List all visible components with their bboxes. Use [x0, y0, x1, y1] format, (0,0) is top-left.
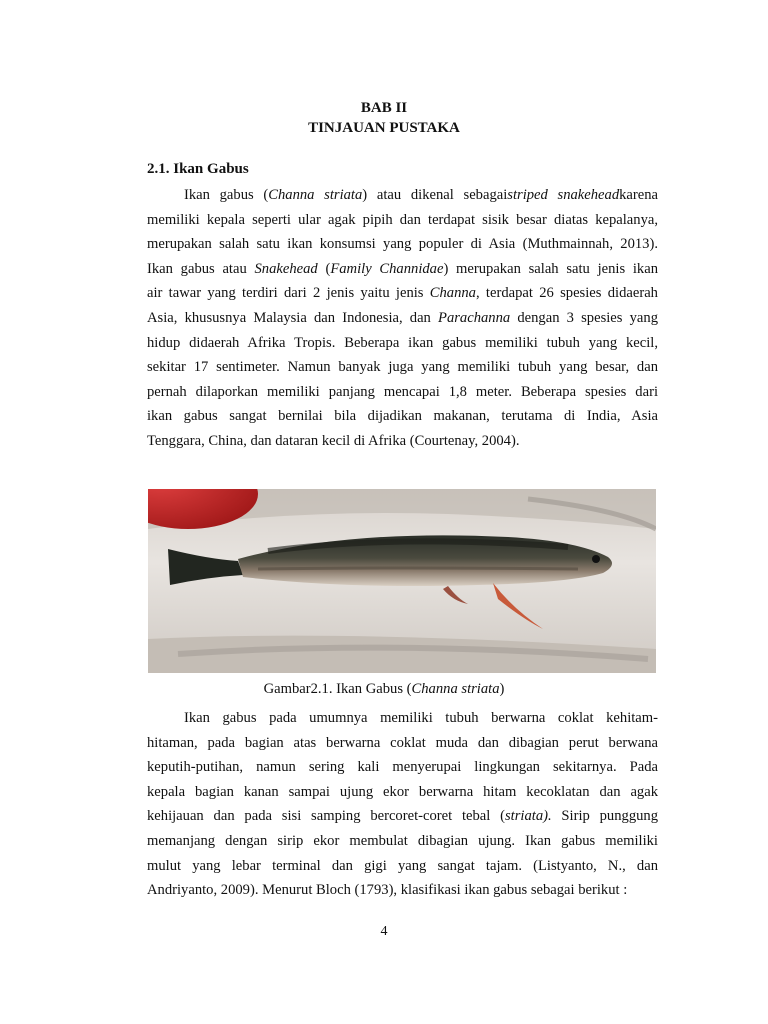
- text-line: hitaman, pada bagian atas berwarna coklat muda dan dibagian perut berwana: [147, 734, 658, 751]
- text-line: Tenggara, China, dan dataran kecil di Afrika (Courtenay, 2004).: [147, 432, 520, 449]
- text-line: memiliki kepala seperti ular agak pipih dan terdapat sisik besar diatas kepalanya,: [147, 211, 658, 228]
- text-line: kepala bagian kanan sampai ujung ekor berwarna hitam kecoklatan dan agak: [147, 783, 658, 800]
- text-line: air tawar yang terdiri dari 2 jenis yaitu jenis Channa, terdapat 26 spesies didaerah: [147, 285, 658, 302]
- text-line: kehijauan dan pada sisi samping bercoret-coret tebal (striata). Sirip punggung: [147, 808, 659, 825]
- text-line: pernah dilaporkan memiliki panjang mencapai 1,8 meter. Beberapa spesies dari: [147, 383, 658, 400]
- paragraph-intro: [147, 183, 658, 454]
- figure-caption: Gambar2.1. Ikan Gabus (Channa striata): [263, 681, 505, 697]
- page-number: 4: [380, 924, 388, 939]
- text-line: ikan gabus sangat bernilai bila dijadikan makanan, terutama di India, Asia: [147, 408, 658, 425]
- chapter-title: TINJAUAN PUSTAKA: [308, 120, 460, 136]
- snakehead-fish-photo: [148, 489, 656, 673]
- text-line: Ikan gabus atau Snakehead (Family Channidae) merupakan salah satu jenis ikan: [147, 260, 658, 277]
- text-line: Ikan gabus (Channa striata) atau dikenal sebagaistriped snakeheadkarena: [184, 187, 659, 203]
- text-line: keputih-putihan, namun sering kali menyerupai lingkungan sekitarnya. Pada: [147, 759, 658, 776]
- text-line: hidup didaerah Afrika Tropis. Beberapa ikan gabus memiliki tubuh yang kecil,: [147, 334, 658, 351]
- text-line: Ikan gabus pada umumnya memiliki tubuh berwarna coklat kehitam-: [184, 710, 658, 726]
- text-line: mulut yang lebar terminal dan gigi yang sangat tajam. (Listyanto, N., dan: [147, 857, 658, 874]
- text-line: Asia, khususnya Malaysia dan Indonesia, dan Parachanna dengan 3 spesies yang: [147, 309, 658, 326]
- text-line: sekitar 17 sentimeter. Namun banyak juga yang memiliki tubuh yang besar, dan: [147, 359, 658, 376]
- chapter-number: BAB II: [360, 100, 408, 116]
- paragraph-description: [147, 706, 658, 903]
- text-line: Andriyanto, 2009). Menurut Bloch (1793), klasifikasi ikan gabus sebagai berikut :: [147, 882, 628, 899]
- text-line: memanjang dengan sirip ekor membulat dibagian ujung. Ikan gabus memiliki: [147, 832, 658, 849]
- text-line: merupakan salah satu ikan konsumsi yang populer di Asia (Muthmainnah, 2013).: [147, 236, 658, 253]
- section-title: 2.1. Ikan Gabus: [147, 161, 249, 177]
